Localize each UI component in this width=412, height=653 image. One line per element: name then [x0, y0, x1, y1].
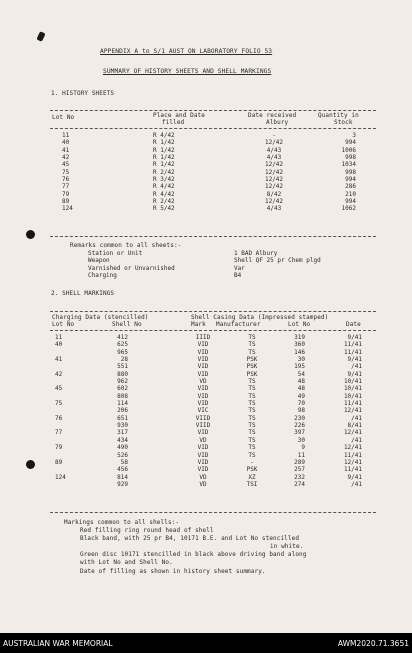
marking-line: with Lot No and Shell No. — [80, 559, 173, 566]
history-received-cell: 12/42 — [264, 176, 284, 184]
marking-mark-cell: VID — [197, 370, 209, 378]
marking-manufacturer-cell: TS — [248, 385, 256, 393]
marking-manufacturer-cell: XZ — [248, 473, 256, 481]
history-received-cell: 12/42 — [264, 168, 284, 176]
history-quantity-cell: 210 — [345, 190, 356, 198]
marking-lotno-cell: 98 — [297, 407, 305, 415]
marking-lot-cell — [55, 363, 66, 370]
history-lot-cell: 40 — [62, 139, 70, 147]
marking-mark-cell: VD — [199, 378, 207, 386]
history-received-cell: 12/42 — [264, 139, 284, 147]
marking-lotno-cell: 232 — [294, 473, 305, 481]
marking-lot-cell — [55, 466, 66, 473]
marking-date-cell: 11/41 — [343, 341, 362, 349]
marking-lot-column — [55, 334, 66, 488]
marking-lotno-cell: 49 — [297, 392, 305, 400]
marking-manufacturer-cell: TS — [248, 341, 256, 349]
col-header-place: Place and Date — [153, 112, 205, 119]
marking-lot-cell: 89 — [55, 458, 63, 466]
marking-lot-cell: 45 — [55, 385, 63, 393]
marking-mark-cell: VID — [197, 444, 209, 452]
marking-shell-cell: 625 — [117, 341, 128, 349]
history-received-cell: 4/43 — [266, 154, 282, 162]
marking-mark-cell: VIC — [197, 407, 209, 415]
history-lot-cell: 89 — [62, 198, 70, 206]
history-place-cell: R 1/42 — [153, 154, 175, 162]
marking-line: Date of filling as shown in history sheet summary. — [80, 568, 266, 575]
marking-line: in white. — [270, 543, 304, 550]
marking-lotno-cell: 70 — [297, 400, 305, 408]
marking-lot-cell: 124 — [55, 473, 66, 481]
col-header-lot: Lot No — [52, 321, 75, 328]
marking-shell-cell: 28 — [120, 356, 128, 364]
col-header-lot2: Lot No — [288, 321, 311, 328]
marking-manufacturer-cell: PSK — [246, 370, 258, 378]
rule — [50, 128, 376, 129]
marking-manufacturer-column — [240, 334, 264, 488]
history-quantity-cell: 1006 — [341, 146, 356, 154]
marking-line: Green disc 10171 stencilled in black above driving band along — [80, 551, 307, 558]
history-lot-cell: 45 — [62, 161, 70, 169]
marking-date-cell: 11/41 — [343, 451, 362, 459]
marking-manufacturer-cell: TS — [248, 422, 256, 430]
marking-shell-cell: 412 — [117, 334, 128, 341]
marking-lotno-cell: 397 — [294, 429, 305, 437]
history-lot-cell: 124 — [62, 205, 73, 213]
rule — [50, 512, 376, 513]
footer-credit: AUSTRALIAN WAR MEMORIAL — [3, 639, 113, 648]
col-header-manufacturer: Manufacturer — [216, 321, 261, 328]
marking-date-cell: /41 — [351, 480, 362, 488]
history-received-cell: 12/42 — [264, 161, 284, 169]
ink-mark — [36, 31, 45, 42]
col-header-place2: filled — [162, 119, 185, 126]
remark-label: Weapon — [88, 257, 110, 265]
marking-lotno-cell: 30 — [297, 436, 305, 444]
marking-date-cell: 11/41 — [343, 348, 362, 356]
marking-mark-cell: VID — [197, 385, 209, 393]
marking-date-cell: 10/41 — [343, 392, 362, 400]
marking-lotno-column — [283, 334, 305, 488]
marking-lotno-cell: 274 — [294, 480, 305, 488]
marking-date-cell: 12/41 — [343, 444, 362, 452]
marking-manufacturer-cell: TS — [248, 444, 256, 452]
marking-shell-cell: 930 — [117, 422, 128, 430]
marking-manufacturer-cell: TS — [248, 414, 256, 422]
col-header-lot: Lot No — [52, 114, 75, 121]
marking-mark-cell: VD — [199, 436, 207, 444]
marking-shell-cell: 808 — [117, 392, 128, 400]
marking-mark-cell: VID — [197, 363, 209, 371]
history-quantity-cell: 286 — [345, 183, 356, 191]
marking-lot-cell: 75 — [55, 400, 63, 408]
marking-date-cell: 11/41 — [343, 466, 362, 474]
marking-shell-cell: 551 — [117, 363, 128, 371]
history-place-cell: R 5/42 — [153, 205, 175, 213]
remark-value: 1 BAD Albury — [234, 250, 278, 257]
history-lot-cell: 75 — [62, 168, 70, 176]
marking-mark-cell: VID — [197, 458, 209, 466]
marking-shell-cell: 434 — [117, 436, 128, 444]
col-header-qty2: Stock — [334, 119, 353, 126]
marking-date-cell: 9/41 — [347, 370, 362, 378]
marking-mark-cell: VIID — [195, 414, 211, 422]
rule — [50, 330, 376, 331]
marking-mark-cell: VID — [197, 392, 209, 400]
history-quantity-cell: 998 — [345, 168, 356, 176]
history-quantity-cell: 3 — [352, 132, 356, 139]
marking-manufacturer-cell: PSK — [246, 356, 258, 364]
marking-mark-cell: VID — [197, 348, 209, 356]
marking-manufacturer-cell: TS — [248, 392, 256, 400]
marking-lot-cell: 42 — [55, 370, 63, 378]
marking-shell-cell: 602 — [117, 385, 128, 393]
marking-lotno-cell: 30 — [297, 356, 305, 364]
marking-manufacturer-cell: PSK — [246, 363, 258, 371]
marking-lot-cell — [55, 393, 66, 400]
history-quantity-column — [330, 132, 356, 213]
marking-date-column — [336, 334, 362, 488]
section1-heading: 1. HISTORY SHEETS — [51, 90, 115, 97]
history-lot-cell: 11 — [62, 132, 70, 139]
history-received-cell: 12/42 — [264, 198, 284, 206]
marking-lot-cell — [55, 407, 66, 414]
marking-manufacturer-cell: TS — [248, 378, 256, 386]
remark-value: Shell QF 25 pr Chem plgd — [234, 257, 321, 265]
marking-manufacturer-cell: TSI — [246, 480, 258, 488]
marking-lot-cell: 79 — [55, 444, 63, 452]
marking-mark-cell: VID — [197, 341, 209, 349]
marking-lot-cell — [55, 481, 66, 488]
marking-lotno-cell: 48 — [297, 385, 305, 393]
marking-date-cell: 12/41 — [343, 407, 362, 415]
marking-date-cell: 12/41 — [343, 429, 362, 437]
history-quantity-cell: 994 — [345, 198, 356, 206]
history-received-cell: 12/42 — [264, 183, 284, 191]
marking-lotno-cell: 226 — [294, 422, 305, 430]
history-quantity-cell: 1062 — [341, 205, 356, 213]
remark-label: Station or Unit — [88, 250, 143, 257]
rule — [50, 110, 376, 111]
marking-shell-cell: 206 — [117, 407, 128, 415]
marking-manufacturer-cell: TS — [248, 348, 256, 356]
marking-date-cell: 8/41 — [347, 422, 362, 430]
marking-mark-cell: VID — [197, 356, 209, 364]
marking-manufacturer-cell: TS — [248, 451, 256, 459]
history-place-cell: R 2/42 — [153, 198, 175, 206]
marking-mark-cell: IIID — [195, 334, 211, 341]
marking-manufacturer-cell: TS — [248, 407, 256, 415]
marking-date-cell: /41 — [351, 414, 362, 422]
history-place-cell: R 2/42 — [153, 168, 175, 176]
marking-shell-cell: 965 — [117, 348, 128, 356]
history-place-cell: R 1/42 — [153, 139, 175, 147]
marking-lotno-cell: 360 — [294, 341, 305, 349]
marking-mark-cell: VD — [199, 473, 207, 481]
remark-label: Varnished or Unvarnished — [88, 264, 175, 272]
marking-shell-cell: 456 — [117, 466, 128, 474]
marking-manufacturer-cell: TS — [248, 400, 256, 408]
col-header-qty: Quantity in — [318, 112, 359, 119]
history-lot-cell: 76 — [62, 176, 70, 184]
section2-heading: 2. SHELL MARKINGS — [51, 290, 115, 297]
remark-value: Var — [234, 264, 245, 272]
marking-lot-cell: 11 — [55, 334, 63, 341]
document-subtitle: SUMMARY OF HISTORY SHEETS AND SHELL MARKINGS — [103, 68, 272, 75]
marking-lotno-cell: 289 — [294, 458, 305, 466]
marking-lot-cell: 76 — [55, 414, 63, 422]
marking-shell-cell: 58 — [120, 458, 128, 466]
marking-lot-cell — [55, 422, 66, 429]
remarks-values — [234, 250, 321, 279]
history-lot-column — [62, 132, 73, 213]
marking-shell-cell: 317 — [117, 429, 128, 437]
marking-lot-cell — [55, 452, 66, 459]
marking-date-cell: 10/41 — [343, 378, 362, 386]
marking-lotno-cell: 146 — [294, 348, 305, 356]
history-lot-cell: 77 — [62, 183, 70, 191]
marking-date-cell: /41 — [351, 436, 362, 444]
marking-lotno-cell: 257 — [294, 466, 305, 474]
marking-date-cell: 10/41 — [343, 385, 362, 393]
punch-hole-top — [26, 230, 35, 239]
marking-shell-cell: 880 — [117, 370, 128, 378]
history-quantity-cell: 1034 — [341, 161, 356, 169]
marking-lot-cell: 40 — [55, 341, 63, 349]
history-place-cell: R 4/42 — [153, 190, 175, 198]
marking-date-cell: 11/41 — [343, 400, 362, 408]
marking-date-cell: 9/41 — [347, 334, 362, 341]
col-header-date: Date — [346, 321, 361, 328]
rule — [50, 311, 376, 312]
remark-label: Charging — [88, 272, 117, 280]
remarks-heading: Remarks common to all sheets:- — [70, 242, 182, 249]
marking-manufacturer-cell: TS — [248, 436, 256, 444]
history-quantity-cell: 994 — [345, 176, 356, 184]
marking-mark-cell: VID — [197, 466, 209, 474]
history-received-cell: 4/43 — [266, 205, 282, 213]
marking-date-cell: 9/41 — [347, 473, 362, 481]
history-received-cell: 8/42 — [266, 190, 282, 198]
marking-lot-cell: 77 — [55, 429, 63, 437]
history-lot-cell: 41 — [62, 146, 70, 154]
marking-lotno-cell: 9 — [301, 444, 305, 452]
marking-shell-column — [108, 334, 128, 488]
marking-shell-cell: 651 — [117, 414, 128, 422]
marking-lotno-cell: 54 — [297, 370, 305, 378]
col-header-received: Date received — [248, 112, 297, 119]
history-place-cell: R 3/42 — [153, 176, 175, 184]
footer-bar — [0, 633, 412, 653]
history-received-cell: 4/43 — [266, 146, 282, 154]
remarks-labels — [88, 250, 175, 279]
marking-lotno-cell: 11 — [297, 451, 305, 459]
history-place-cell: R 4/42 — [153, 132, 175, 139]
marking-date-cell: 12/41 — [343, 458, 362, 466]
markings-heading: Markings common to all shells:- — [64, 519, 180, 526]
marking-lotno-cell: 230 — [294, 414, 305, 422]
marking-lotno-cell: 48 — [297, 378, 305, 386]
marking-manufacturer-cell: - — [250, 458, 254, 466]
marking-shell-cell: 814 — [117, 473, 128, 481]
history-quantity-cell: 998 — [345, 154, 356, 162]
marking-shell-cell: 114 — [117, 400, 128, 408]
col-header-charging: Charging Data (stencilled) — [52, 314, 149, 321]
rule — [50, 236, 376, 237]
footer-accession: AWM2020.71.3651 — [337, 639, 409, 648]
history-quantity-cell: 994 — [345, 139, 356, 147]
marking-mark-cell: VD — [199, 480, 207, 488]
col-header-shell: Shell No — [112, 321, 142, 328]
marking-mark-cell: VID — [197, 451, 209, 459]
punch-hole-bottom — [26, 460, 35, 469]
marking-manufacturer-cell: TS — [248, 334, 256, 341]
marking-lotno-cell: 319 — [294, 334, 305, 341]
marking-lot-cell: 41 — [55, 356, 63, 364]
marking-lot-cell — [55, 349, 66, 356]
marking-shell-cell: 490 — [117, 444, 128, 452]
marking-shell-cell: 526 — [117, 451, 128, 459]
marking-lot-cell — [55, 437, 66, 444]
history-received-cell: - — [272, 132, 276, 139]
history-place-cell: R 1/42 — [153, 161, 175, 169]
marking-date-cell: 9/41 — [347, 356, 362, 364]
marking-lotno-cell: 195 — [294, 363, 305, 371]
history-place-cell: R 4/42 — [153, 183, 175, 191]
history-received-column — [256, 132, 292, 213]
marking-date-cell: /41 — [351, 363, 362, 371]
marking-mark-cell: VID — [197, 429, 209, 437]
marking-lot-cell — [55, 378, 66, 385]
history-lot-cell: 79 — [62, 190, 70, 198]
history-lot-cell: 42 — [62, 154, 70, 162]
marking-line: Black band, with 25 pr B4, 10171 B.E. and Lot No stencilled — [80, 535, 300, 542]
document-title: APPENDIX A to S/1 AUST ON LABORATORY FOLIO 53 — [100, 48, 273, 55]
marking-mark-cell: VIID — [195, 422, 211, 430]
marking-manufacturer-cell: TS — [248, 429, 256, 437]
marking-manufacturer-cell: PSK — [246, 466, 258, 474]
col-header-received2: Albury — [266, 119, 289, 126]
remark-value: B4 — [234, 272, 242, 280]
marking-mark-column — [188, 334, 218, 488]
history-place-cell: R 1/42 — [153, 146, 175, 154]
marking-shell-cell: 962 — [117, 378, 128, 386]
marking-shell-cell: 929 — [117, 480, 128, 488]
col-header-casing: Shell Casing Data (Impressed stamped) — [191, 314, 329, 321]
col-header-mark: Mark — [191, 321, 206, 328]
marking-mark-cell: VID — [197, 400, 209, 408]
marking-line: Red filling ring round head of shell — [80, 527, 214, 534]
history-place-column — [153, 132, 175, 213]
